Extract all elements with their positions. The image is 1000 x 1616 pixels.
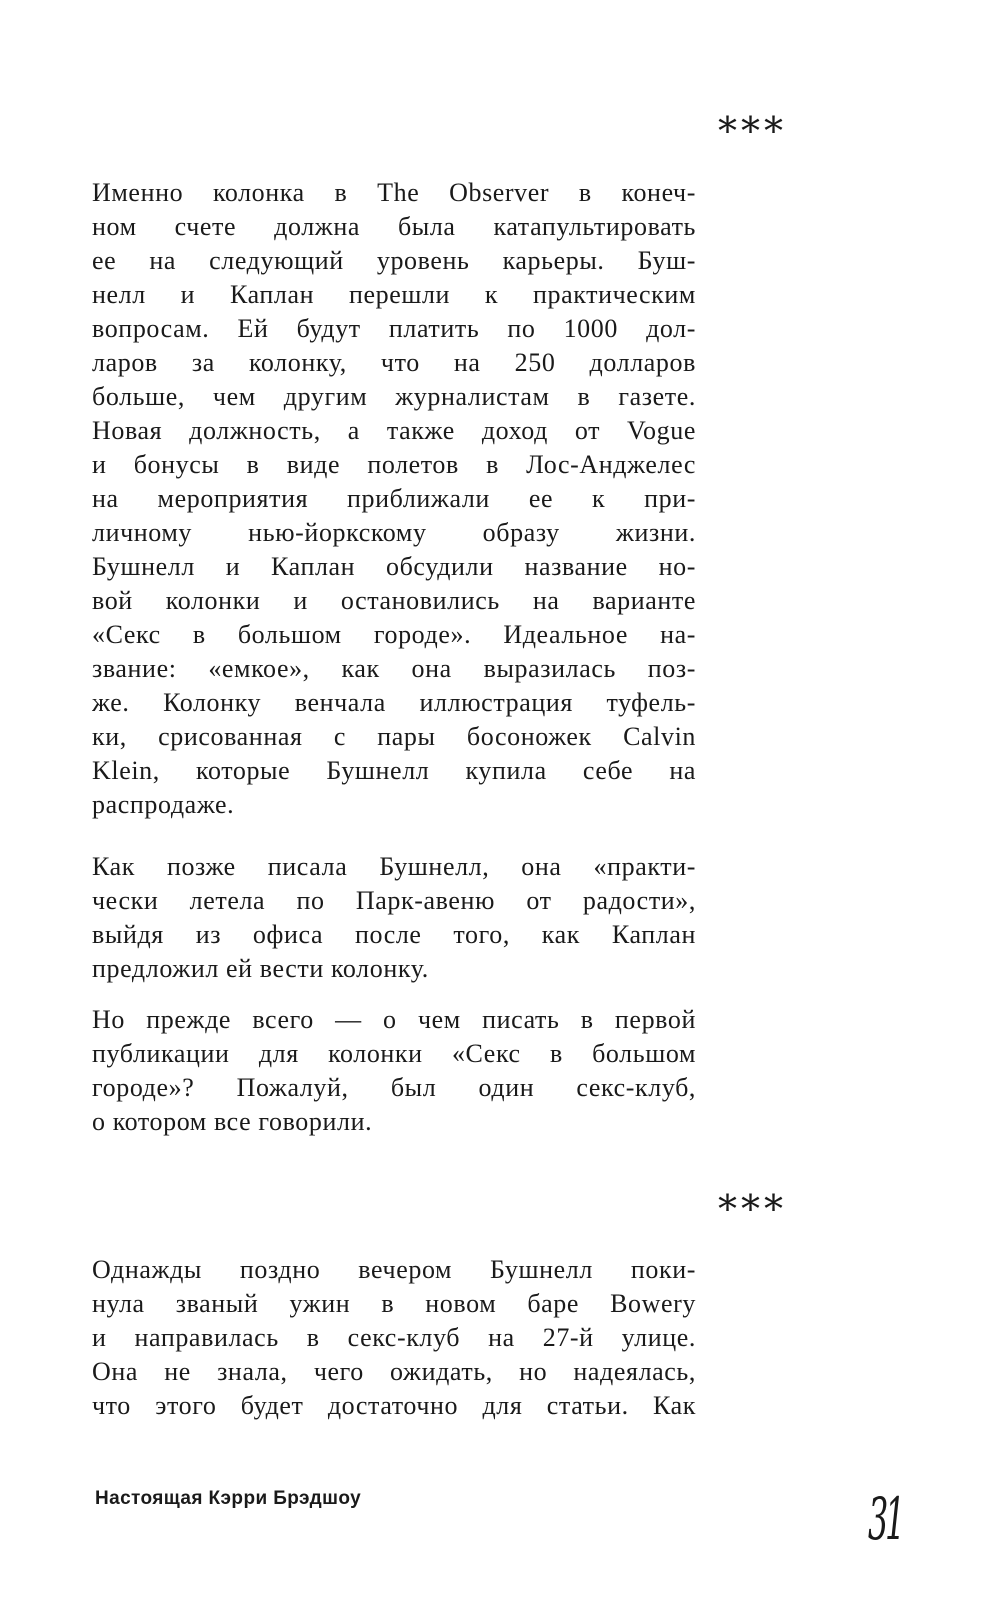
text-line: Klein, которые Бушнелл купила себе на — [92, 756, 696, 785]
text-line: выйдя из офиса после того, как Каплан — [92, 920, 696, 949]
text-line: вой колонки и остановились на варианте — [92, 586, 696, 615]
text-line: нелл и Каплан перешли к практическим — [92, 280, 696, 309]
text-line: публикации для колонки «Секс в большом — [92, 1039, 696, 1068]
page-number: 31 — [868, 1485, 902, 1553]
text-line: и направилась в секс-клуб на 27-й улице. — [92, 1323, 696, 1352]
text-line: больше, чем другим журналистам в газете. — [92, 382, 696, 411]
text-line: звание: «емкое», как она выразилась поз- — [92, 654, 696, 683]
running-footer-title: Настоящая Кэрри Брэдшоу — [95, 1488, 362, 1509]
text-line: Но прежде всего — о чем писать в первой — [92, 1005, 696, 1034]
paragraph-3 — [92, 1003, 696, 1139]
text-line: же. Колонку венчала иллюстрация туфель- — [92, 688, 696, 717]
text-line: на мероприятия приближали ее к при- — [92, 484, 696, 513]
text-line: что этого будет достаточно для статьи. Как — [92, 1391, 696, 1420]
text-line: ее на следующий уровень карьеры. Буш- — [92, 246, 696, 275]
text-line: личному нью-йоркскому образу жизни. — [92, 518, 696, 547]
text-line: вопросам. Ей будут платить по 1000 дол- — [92, 314, 696, 343]
text-line: предложил ей вести колонку. — [92, 954, 429, 983]
text-line: городе»? Пожалуй, был один секс-клуб, — [92, 1073, 696, 1102]
text-line: ки, срисованная с пары босоножек Calvin — [92, 722, 696, 751]
text-line: Новая должность, а также доход от Vogue — [92, 416, 696, 445]
text-line: «Секс в большом городе». Идеальное на- — [92, 620, 696, 649]
paragraph-2 — [92, 850, 696, 986]
text-line: распродаже. — [92, 790, 235, 819]
text-line: нула званый ужин в новом баре Bowery — [92, 1289, 696, 1318]
text-line: и бонусы в виде полетов в Лос-Анджелес — [92, 450, 696, 479]
text-line: ном счете должна была катапультировать — [92, 212, 696, 241]
text-line: Однажды поздно вечером Бушнелл поки- — [92, 1255, 696, 1284]
section-separator: *** — [718, 1187, 787, 1231]
text-line: ларов за колонку, что на 250 долларов — [92, 348, 696, 377]
paragraph-4 — [92, 1253, 696, 1423]
text-line: Именно колонка в The Observer в конеч- — [92, 178, 696, 207]
paragraph-1 — [92, 176, 696, 822]
text-line: Бушнелл и Каплан обсудили название но- — [92, 552, 696, 581]
section-separator: *** — [718, 109, 787, 153]
text-line: чески летела по Парк-авеню от радости», — [92, 886, 696, 915]
text-line: о котором все говорили. — [92, 1107, 373, 1136]
text-line: Она не знала, чего ожидать, но надеялась, — [92, 1357, 696, 1386]
text-line: Как позже писала Бушнелл, она «практи- — [92, 852, 696, 881]
